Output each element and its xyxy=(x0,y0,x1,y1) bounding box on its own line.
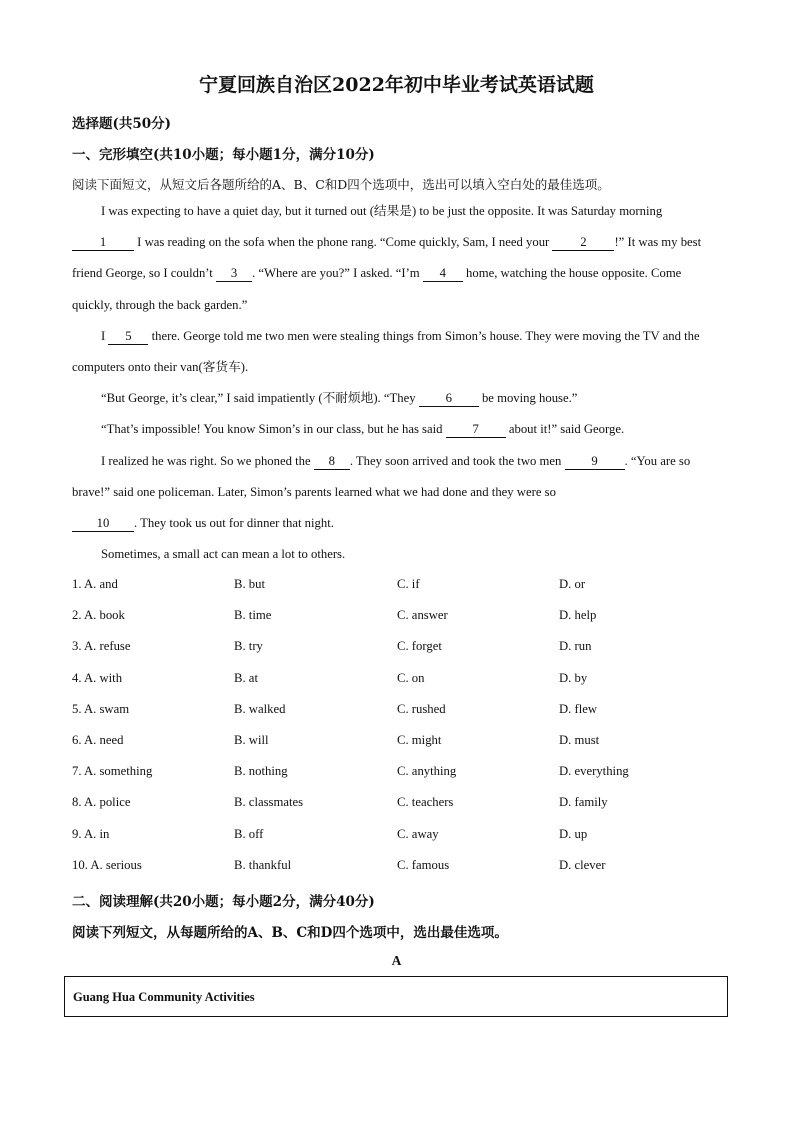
text: home, watching the house opposite. Come quickly, through the back garden.” xyxy=(72,266,682,312)
text: I realized he was right. So we phoned the xyxy=(101,453,314,468)
option-10-b: B. thankful xyxy=(234,857,292,872)
part2-heading: 二、阅读理解(共20小题；每小题2分，满分40分) xyxy=(72,894,375,910)
blank-1: 1 xyxy=(72,235,134,251)
option-1-c: C. if xyxy=(397,577,420,591)
blank-4: 4 xyxy=(423,266,463,282)
option-row xyxy=(72,858,732,889)
blank-3: 3 xyxy=(216,266,252,282)
option-row xyxy=(72,577,732,608)
option-8-c: C. teachers xyxy=(397,795,454,810)
text: I xyxy=(101,328,109,343)
option-5-c: C. rushed xyxy=(397,701,446,716)
blank-6: 6 xyxy=(419,391,479,407)
option-9-c: C. away xyxy=(397,826,439,841)
option-10-d: D. clever xyxy=(559,857,606,872)
option-row xyxy=(72,671,732,702)
option-row xyxy=(72,639,732,670)
text: about it!” said George. xyxy=(505,422,625,437)
option-2-b: B. time xyxy=(234,608,272,623)
option-5-b: B. walked xyxy=(234,701,286,716)
paragraph-6: Sometimes, a small act can mean a lot to others. xyxy=(101,547,346,562)
option-6-b: B. will xyxy=(234,732,269,747)
option-1-b: B. but xyxy=(234,577,266,591)
blank-8: 8 xyxy=(314,454,350,470)
cloze-passage xyxy=(72,196,722,570)
option-row xyxy=(72,608,732,639)
option-row xyxy=(72,764,732,795)
text: there. George told me two men were stealing things from Simon’s house. They were moving the TV and the computers onto their van(客货车). xyxy=(72,328,700,375)
text: I was expecting to have a quiet day, but it turned out (结果是) to be just the opposite. It was Saturday morning xyxy=(101,204,663,218)
option-3-d: D. run xyxy=(559,639,592,654)
paragraph-4 xyxy=(72,414,722,445)
option-4-c: C. on xyxy=(397,670,425,685)
option-2-a: 2. A. book xyxy=(72,608,125,623)
option-6-d: D. must xyxy=(559,732,600,747)
text: “That’s impossible! You know Simon’s in our class, but he has said xyxy=(101,422,446,437)
option-8-b: B. classmates xyxy=(234,795,304,810)
part1-heading: 一、完形填空(共10小题；每小题1分，满分10分) xyxy=(72,147,375,163)
option-9-a: 9. A. in xyxy=(72,826,110,841)
text: be moving house.” xyxy=(478,391,578,406)
option-7-a: 7. A. something xyxy=(72,764,153,779)
text: . They took us out for dinner that night. xyxy=(134,516,334,531)
section-letter: A xyxy=(391,953,402,968)
option-10-a: 10. A. serious xyxy=(72,857,142,872)
blank-9: 9 xyxy=(565,454,625,470)
option-row xyxy=(72,795,732,826)
option-10-c: C. famous xyxy=(397,857,450,872)
blank-2: 2 xyxy=(552,235,614,251)
option-9-b: B. off xyxy=(234,826,264,841)
option-2-c: C. answer xyxy=(397,608,448,623)
option-1-a: 1. A. and xyxy=(72,577,118,591)
option-4-a: 4. A. with xyxy=(72,670,123,685)
activities-table xyxy=(64,976,728,1017)
blank-7: 7 xyxy=(446,422,506,438)
option-7-b: B. nothing xyxy=(234,764,288,779)
options-list xyxy=(72,577,732,889)
paragraph-3 xyxy=(72,383,722,414)
blank-10: 10 xyxy=(72,516,134,532)
section-choice-heading: 选择题(共50分) xyxy=(72,116,172,132)
text: . “You are so brave!” said one policeman. Later, Simon’s parents learned what we had done and they were so xyxy=(72,453,691,499)
part1-instruction: 阅读下面短文，从短文后各题所给的A、B、C和D四个选项中，选出可以填入空白处的最佳选项。 xyxy=(72,177,610,192)
option-6-a: 6. A. need xyxy=(72,732,124,747)
option-5-d: D. flew xyxy=(559,701,598,716)
activities-table-title: Guang Hua Community Activities xyxy=(73,990,255,1004)
text: I was reading on the sofa when the phone rang. “Come quickly, Sam, I need your xyxy=(134,235,553,250)
option-1-d: D. or xyxy=(559,577,586,591)
option-2-d: D. help xyxy=(559,608,597,623)
text: !” It was my best friend George, so I couldn’t xyxy=(72,235,702,281)
text: . They soon arrived and took the two men xyxy=(349,453,565,468)
text: . “Where are you?” I asked. “I’m xyxy=(252,266,423,281)
paragraph-5 xyxy=(72,446,722,540)
part2-instruction: 阅读下列短文，从每题所给的A、B、C和D四个选项中，选出最佳选项。 xyxy=(72,925,508,941)
option-6-c: C. might xyxy=(397,732,442,747)
option-7-d: D. everything xyxy=(559,764,629,779)
blank-5: 5 xyxy=(108,329,148,345)
option-4-d: D. by xyxy=(559,670,588,685)
option-row xyxy=(72,827,732,858)
paragraph-1 xyxy=(72,196,722,321)
option-7-c: C. anything xyxy=(397,764,457,779)
option-4-b: B. at xyxy=(234,670,258,685)
option-3-b: B. try xyxy=(234,639,263,654)
option-row xyxy=(72,733,732,764)
option-8-a: 8. A. police xyxy=(72,795,131,810)
paragraph-2 xyxy=(72,321,722,383)
option-3-a: 3. A. refuse xyxy=(72,639,131,654)
exam-title: 宁夏回族自治区2022年初中毕业考试英语试题 xyxy=(199,74,594,96)
option-8-d: D. family xyxy=(559,795,608,810)
option-5-a: 5. A. swam xyxy=(72,701,130,716)
option-row xyxy=(72,702,732,733)
option-9-d: D. up xyxy=(559,826,588,841)
text: “But George, it’s clear,” I said impatiently (不耐烦地). “They xyxy=(101,391,419,406)
option-3-c: C. forget xyxy=(397,639,442,654)
